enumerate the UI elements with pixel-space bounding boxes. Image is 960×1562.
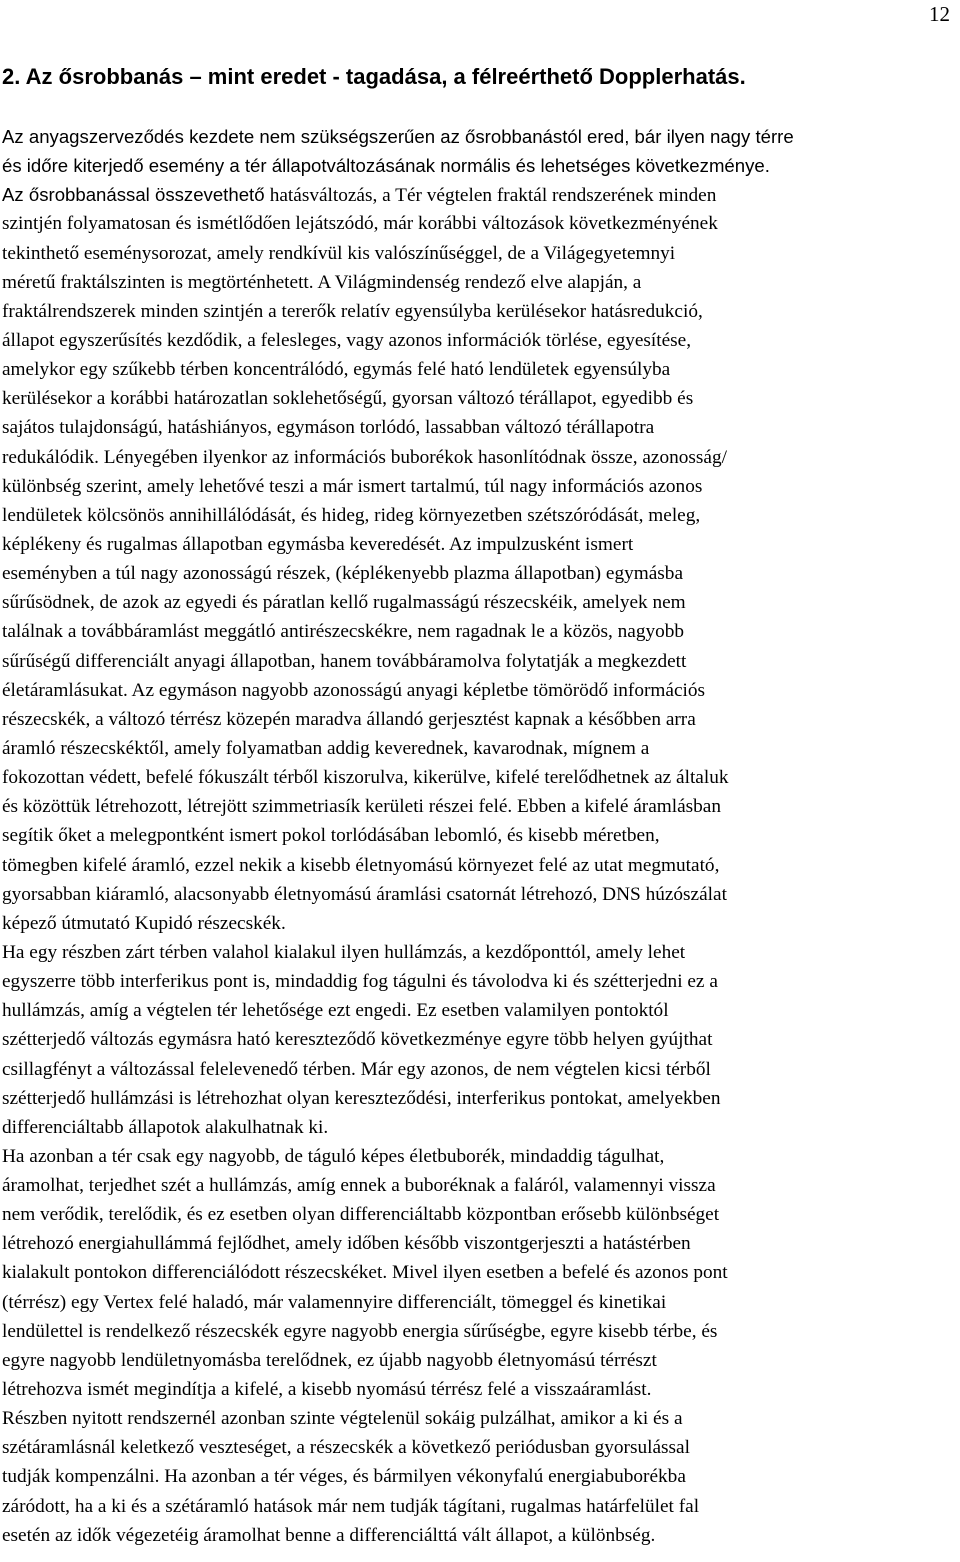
text-line: Az anyagszerveződés kezdete nem szükségszerűen az ősrobbanástól ered, bár ilyen nagy térre — [2, 126, 794, 147]
text-line: áramolhat, terjedhet szét a hullámzás, amíg ennek a buboréknak a faláról, valamennyi vissza — [2, 1175, 716, 1197]
text-line: sajátos tulajdonságú, hatáshiányos, egymáson torlódó, lassabban változó térállapotra — [2, 417, 655, 439]
text-line: segítik őket a melegpontként ismert pokol torlódásában lebomló, és kisebb méretben, — [2, 825, 660, 847]
text-line: egyszerre több interferikus pont is, mindaddig fog tágulni és távolodva ki és szétterjedni ez a — [2, 971, 718, 993]
text-line: szintjén folyamatosan és ismétlődően lejátszódó, már korábbi változások következményének — [2, 213, 718, 235]
text-line: kialakult pontokon differenciálódott részecskéket. Mivel ilyen esetben a befelé és azonos pont — [2, 1262, 728, 1284]
text-line: esetén az idők végezetéig áramolhat benne a differenciálttá vált állapot, a különbség. — [2, 1524, 656, 1546]
text-line: differenciáltabb állapotok alakulhatnak ki. — [2, 1116, 329, 1138]
text-line: képező útmutató Kupidó részecskék. — [2, 912, 286, 934]
text-line: méretű fraktálszinten is megtörténhetett. A Világmindenség rendező elve alapján, a — [2, 271, 642, 293]
text-line: szétterjedő hullámzási is létrehozhat olyan kereszteződési, interferikus pontokat, amelyekben — [2, 1087, 721, 1109]
text-line: fokozottan védett, befelé fókuszált térből kiszorulva, kikerülve, kifelé terelődhetnek az általuk — [2, 767, 729, 789]
page-number: 12 — [929, 2, 950, 26]
text-line: fraktálrendszerek minden szintjén a tererők relatív egyensúlyba kerülésekor hatásredukció, — [2, 300, 703, 322]
text-segment: Az ősrobbanással összevethető — [2, 184, 270, 206]
text-line: és közöttük létrehozott, létrejött szimmetriasík kerületi részei felé. Ebben a kifelé áramlásban — [2, 796, 722, 818]
text-line: létrehozva ismét megindítja a kifelé, a kisebb nyomású térrész felé a visszaáramlást. — [2, 1379, 652, 1401]
text-line: állapot egyszerűsítés kezdődik, a felesleges, vagy azonos információk törlése, egyesítése, — [2, 329, 692, 351]
text-line: amelykor egy szűkebb térben koncentrálódó, egymás felé ható lendületek egyensúlyba — [2, 359, 671, 381]
text-line: tömegben kifelé áramló, ezzel nekik a kisebb életnyomású környezet felé az utat megmutató, — [2, 854, 720, 876]
text-line: szétterjedő változás egymásra ható kereszteződő következménye egyre több helyen gyújthat — [2, 1029, 713, 1051]
text-line: gyorsabban kiáramló, alacsonyabb életnyomású áramlási csatornát létrehozó, DNS húzószálat — [2, 883, 727, 905]
section-heading: 2. Az ősrobbanás – mint eredet - tagadása, a félreérthető Dopplerhatás. — [2, 64, 746, 89]
text-segment: hatásváltozás, a Tér végtelen fraktál rendszerének minden — [269, 185, 717, 207]
text-line: (térrész) egy Vertex felé haladó, már valamennyire differenciált, tömeggel és kinetikai — [2, 1291, 667, 1313]
text-line: áramló részecskéktől, amely folyamatban addig keverednek, kavarodnak, mígnem a — [2, 737, 650, 759]
text-line: tudják kompenzálni. Ha azonban a tér véges, és bármilyen vékonyfalú energiabuborékba — [2, 1466, 686, 1488]
text-line: nem verődik, terelődik, és ez esetben olyan differenciáltabb központban erősebb különbséget — [2, 1204, 720, 1226]
text-line: csillagfényt a változással felelevenedő térben. Már egy azonos, de nem végtelen kicsi térből — [2, 1058, 711, 1080]
text-line: Ha azonban a tér csak egy nagyobb, de táguló képes életbuborék, mindaddig tágulhat, — [2, 1145, 665, 1167]
text-line: lendületek kölcsönös annihillálódását, és hideg, rideg környezetben szétszóródását, meleg, — [2, 504, 701, 526]
text-line: különbség szerint, amely lehetővé teszi a már ismert tartalmú, túl nagy információs azonos — [2, 475, 703, 497]
text-line: találnak a továbbáramlást meggátló antirészecskékre, nem ragadnak le a közös, nagyobb — [2, 621, 685, 643]
text-line: szétáramlásnál keletkező veszteséget, a részecskék a következő periódusban gyorsulással — [2, 1437, 690, 1459]
text-line: és időre kiterjedő esemény a tér állapotváltozásának normális és lehetséges következménye. — [2, 155, 770, 177]
text-line: redukálódik. Lényegében ilyenkor az információs buborékok hasonlítódnak össze, azonosság/ — [2, 446, 727, 468]
text-line: sűrűsödnek, de azok az egyedi és páratlan kellő rugalmasságú részecskéik, amelyek nem — [2, 592, 686, 614]
body-text — [2, 122, 958, 1550]
text-line: lendülettel is rendelkező részecskék egyre nagyobb energia sűrűségbe, egyre kisebb térbe, és — [2, 1320, 718, 1342]
text-line: Részben nyitott rendszernél azonban szinte végtelenül sokáig pulzálhat, amikor a ki és a — [2, 1408, 683, 1430]
text-line: létrehozó energiahullámmá fejlődhet, amely időben később viszontgerjeszti a hatástérben — [2, 1233, 691, 1255]
text-line: kerülésekor a korábbi határozatlan soklehetőségű, gyorsan változó térállapot, egyedibb és — [2, 388, 694, 410]
text-line — [2, 180, 958, 209]
text-line: sűrűségű differenciált anyagi állapotban, hanem továbbáramolva folytatják a megkezdett — [2, 650, 687, 672]
text-line: egyre nagyobb lendületnyomásba terelődnek, ez újabb nagyobb életnyomású térrészt — [2, 1349, 657, 1371]
text-line: záródott, ha a ki és a szétáramló hatások már nem tudják tágítani, rugalmas határfelület fal — [2, 1495, 700, 1517]
text-line: életáramlásukat. Az egymáson nagyobb azonosságú anyagi képletbe tömörödő információs — [2, 679, 706, 701]
text-line: eseményben a túl nagy azonosságú részek, (képlékenyebb plazma állapotban) egymásba — [2, 563, 684, 585]
text-line: hullámzás, amíg a végtelen tér lehetősége ezt engedi. Ez esetben valamilyen pontoktól — [2, 1000, 669, 1022]
text-line: részecskék, a változó térrész közepén maradva állandó gerjesztést kapnak a későbben arra — [2, 708, 696, 730]
text-line: tekinthető eseménysorozat, amely rendkívül kis valószínűséggel, de a Világegyetemnyi — [2, 242, 676, 264]
text-line: képlékeny és rugalmas állapotban egymásba keveredését. Az impulzusként ismert — [2, 533, 634, 555]
text-line: Ha egy részben zárt térben valahol kialakul ilyen hullámzás, a kezdőponttól, amely lehet — [2, 941, 686, 963]
